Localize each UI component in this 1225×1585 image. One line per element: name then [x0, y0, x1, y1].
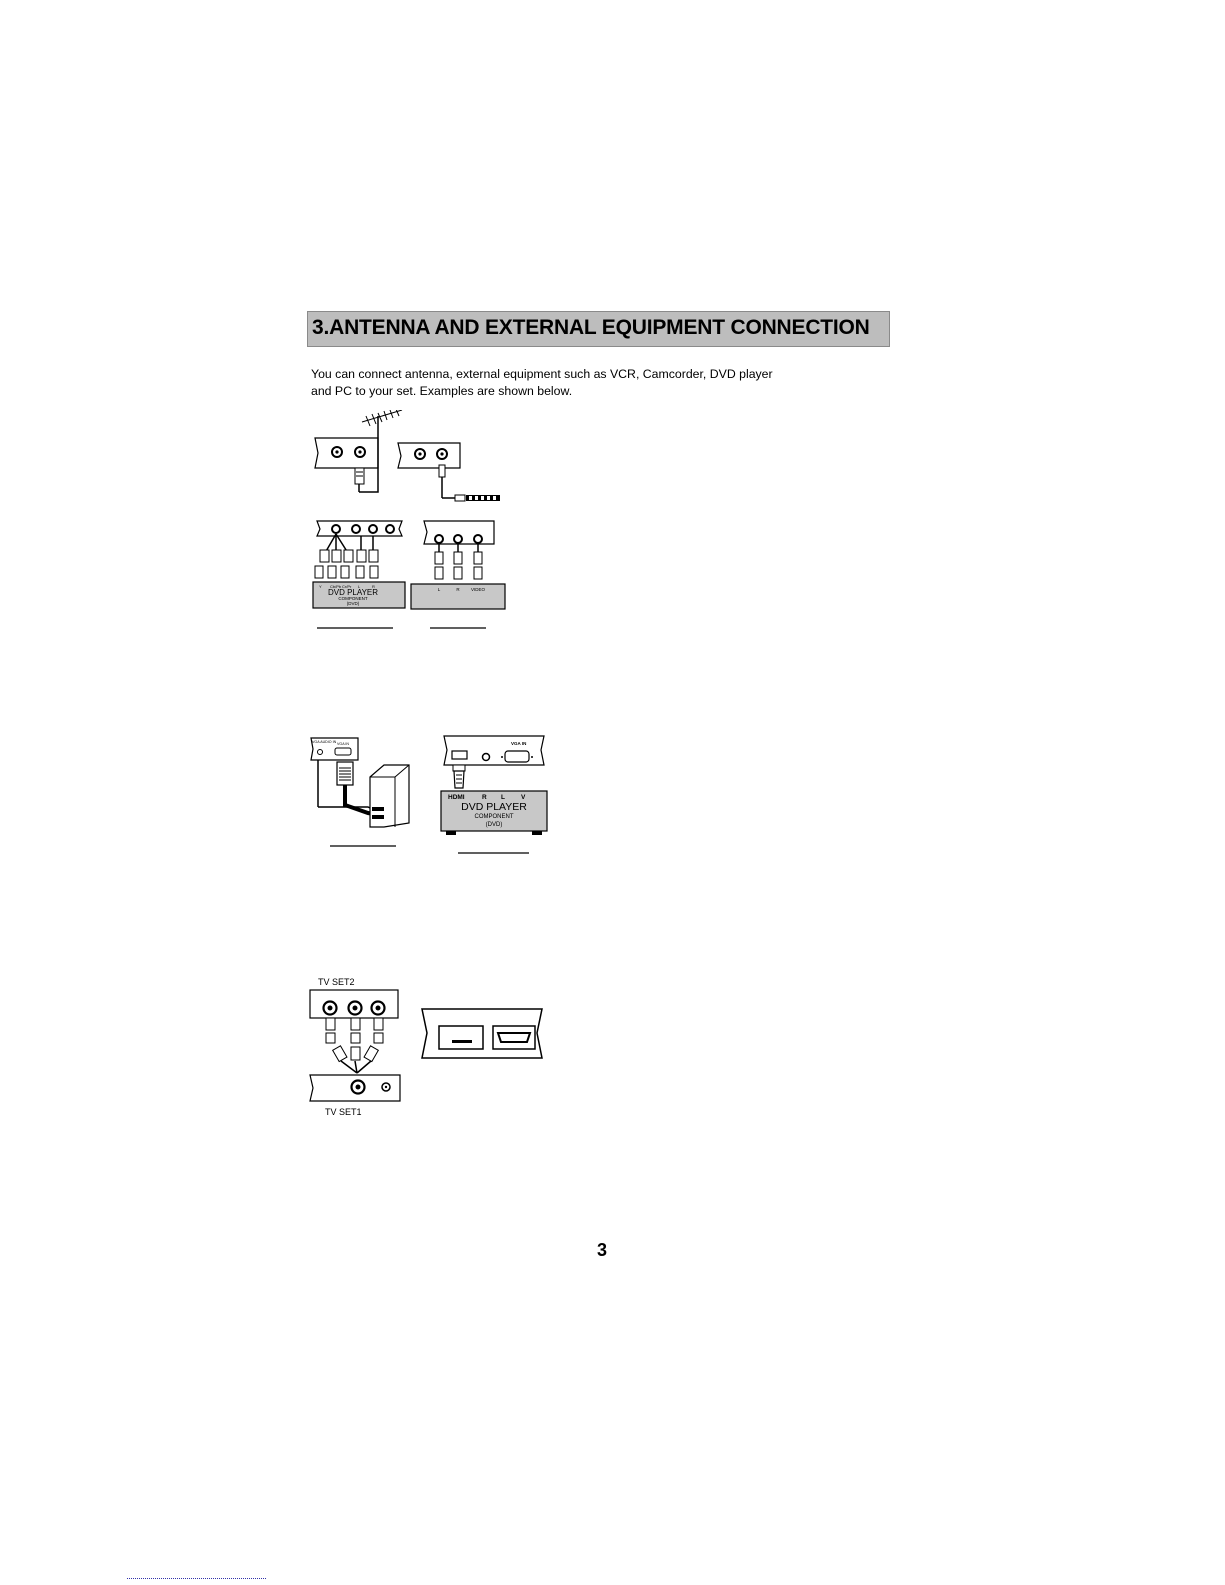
- footer-rule: [127, 1578, 266, 1579]
- hdmi-jack-label-l: L: [501, 794, 505, 801]
- dvd-player-sub2: (DVD): [346, 601, 360, 606]
- dvd-jack-label-r: R: [372, 584, 375, 589]
- av-jack-label-r: R: [456, 587, 460, 592]
- dvd-jack-label-y: Y: [319, 584, 322, 589]
- intro-line-2: and PC to your set. Examples are shown below.: [311, 384, 573, 398]
- tv-set2-label: TV SET2: [318, 977, 355, 987]
- dvd-component-diagram: [303, 518, 408, 633]
- page-number: 3: [597, 1240, 608, 1260]
- av-jack-label-video: VIDEO: [470, 587, 486, 592]
- hdmi-jack-label-v: V: [521, 794, 526, 801]
- hdmi-panel-diagram: [418, 1005, 548, 1067]
- dvd-jack-label-cb: Cb/Pb: [330, 584, 342, 589]
- tv-sets-diagram: [305, 975, 405, 1121]
- hdmi-dvd-player-sub1: COMPONENT: [474, 814, 514, 820]
- hdmi-panel-vga-in-label: VGA IN: [511, 741, 527, 746]
- vga-audio-label: VGA AUDIO IN: [312, 740, 337, 744]
- hdmi-jack-label-r: R: [482, 794, 487, 801]
- hdmi-dvd-diagram: [438, 733, 550, 858]
- pc-connection-diagram: [308, 735, 428, 851]
- av-jack-label-l: L: [437, 587, 441, 592]
- antenna-connection-diagram: [310, 410, 510, 510]
- hdmi-dvd-player-sub2: (DVD): [485, 822, 503, 828]
- dvd-jack-label-l: L: [358, 584, 361, 589]
- dvd-jack-label-cr: Cr/Pr: [342, 584, 352, 589]
- av-source-diagram: [408, 518, 508, 633]
- section-title: 3.ANTENNA AND EXTERNAL EQUIPMENT CONNECTION: [312, 316, 870, 339]
- dvd-player-sub1: COMPONENT: [338, 596, 368, 601]
- dvd-player-name: DVD PLAYER: [327, 588, 379, 597]
- hdmi-dvd-player-name: DVD PLAYER: [461, 801, 527, 813]
- tv-set1-label: TV SET1: [325, 1107, 362, 1117]
- pc-vga-in-label: VGA IN: [337, 742, 349, 746]
- intro-line-1: You can connect antenna, external equipment such as VCR, Camcorder, DVD player: [311, 367, 773, 381]
- hdmi-jack-label: HDMI: [448, 794, 465, 801]
